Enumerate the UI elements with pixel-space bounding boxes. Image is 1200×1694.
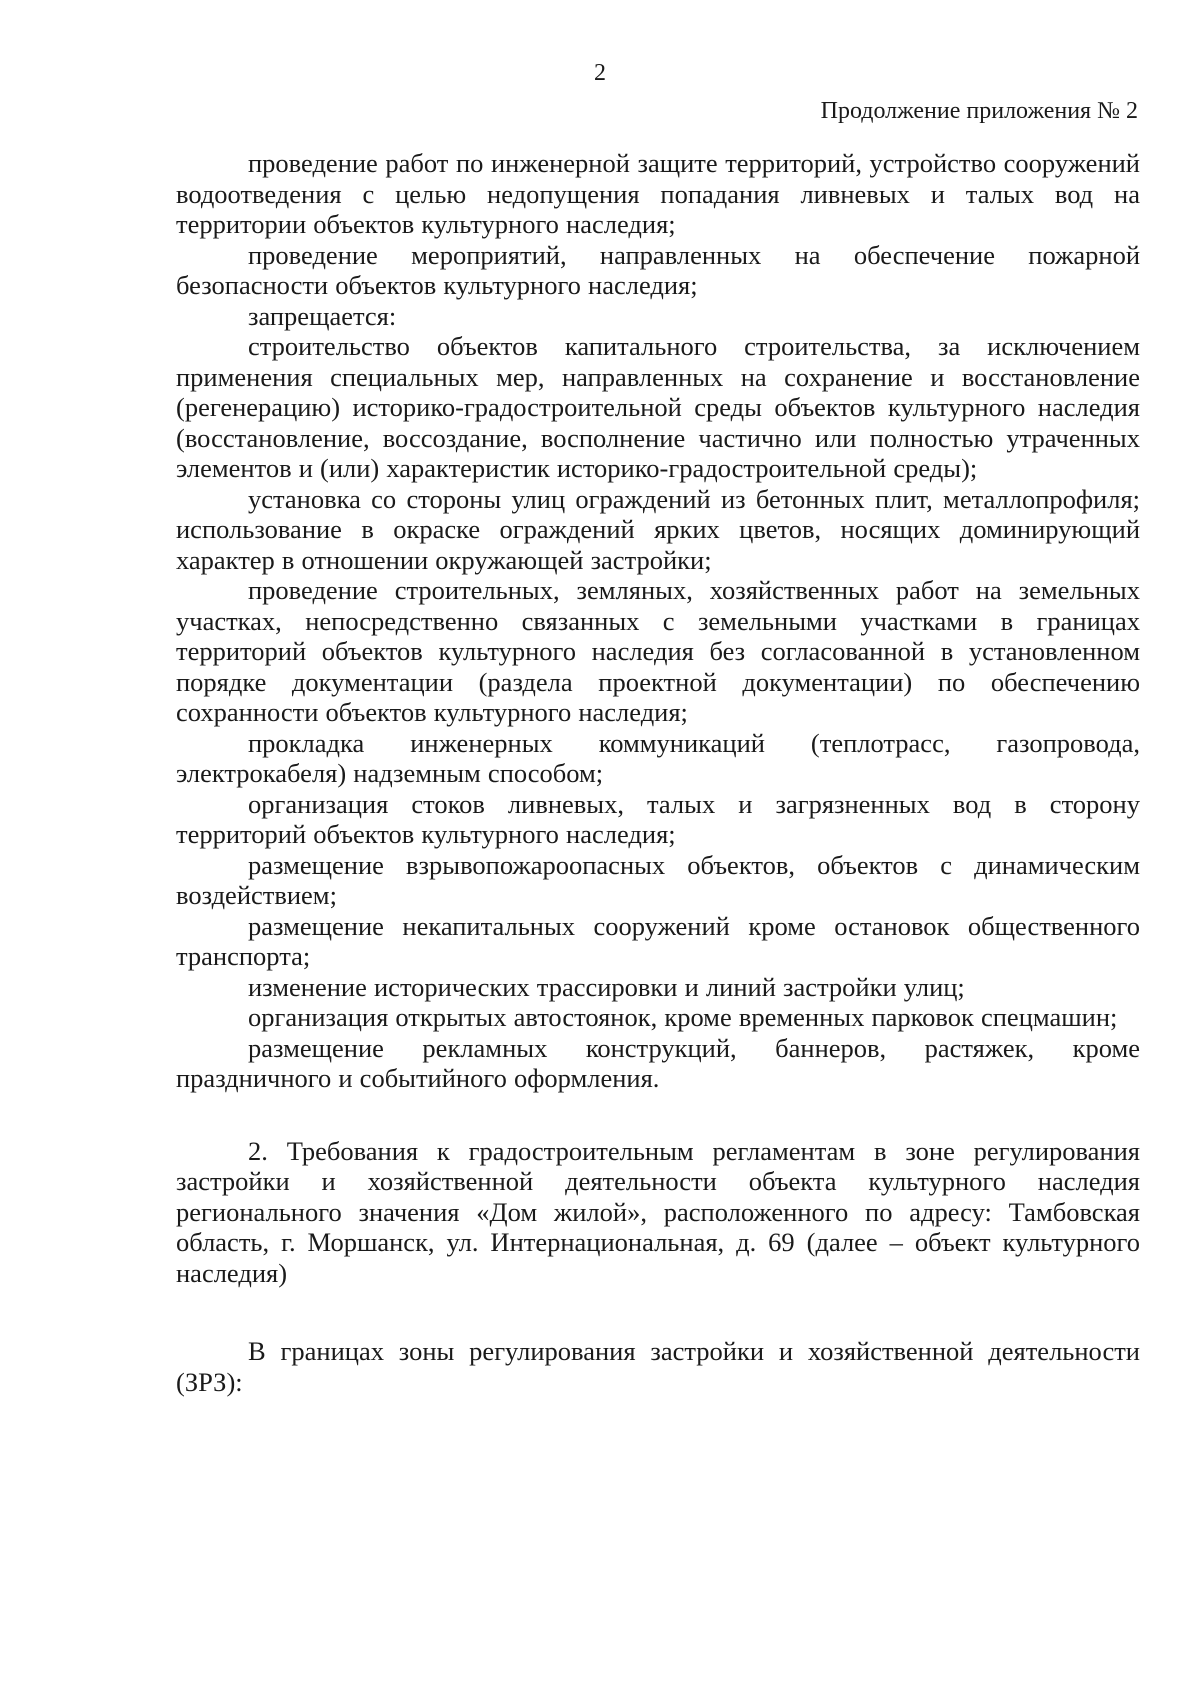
paragraph-engineering-protection: проведение работ по инженерной защите территорий, устройство сооружений водоотведения с целью недопущения попадания ливневых и талых вод на территории объектов культурного наследия; — [176, 148, 1140, 239]
paragraph-advertising-ban: размещение рекламных конструкций, баннеров, растяжек, кроме праздничного и событийного оформления. — [176, 1032, 1140, 1093]
paragraph-prohibited-heading: запрещается: — [248, 300, 397, 331]
section-spacer — [176, 1288, 1140, 1336]
page-number: 2 — [594, 60, 606, 86]
paragraph-fencing-ban: установка со стороны улиц ограждений из бетонных плит, металлопрофиля; использование в окраске ограждений ярких цветов, носящих доминирующий характер в отношении окружающей застройки; — [176, 483, 1140, 575]
document-body — [176, 148, 1140, 1397]
section-2-heading: 2. Требования к градостроительным регламентам в зоне регулирования застройки и хозяйственной деятельности объекта культурного наследия регионального значения «Дом жилой», расположенного по адресу: Тамбовская область, г. Моршанск, ул. Интернациональная, д. 69 (далее – объект культурного наследия) — [176, 1135, 1140, 1288]
paragraph-parking-ban: организация открытых автостоянок, кроме временных парковок спецмашин; — [248, 1002, 1118, 1032]
section-2-intro: В границах зоны регулирования застройки и хозяйственной деятельности (ЗРЗ): — [176, 1336, 1140, 1397]
paragraph-street-lines-ban: изменение исторических трассировки и линий застройки улиц; — [248, 971, 965, 1002]
paragraph-hazardous-objects-ban: размещение взрывопожароопасных объектов, объектов с динамическим воздействием; — [176, 849, 1140, 910]
paragraph-earthworks-ban: проведение строительных, земляных, хозяйственных работ на земельных участках, непосредственно связанных с земельными участками в границах территорий объектов культурного наследия без согласованной в установленном порядке документации (раздела проектной документации) по обеспечению сохранности объектов культурного наследия; — [176, 575, 1140, 727]
paragraph-drainage-ban: организация стоков ливневых, талых и загрязненных вод в сторону территорий объектов культурного наследия; — [176, 788, 1140, 849]
paragraph-fire-safety: проведение мероприятий, направленных на обеспечение пожарной безопасности объектов культурного наследия; — [176, 239, 1140, 300]
appendix-continuation-label: Продолжение приложения № 2 — [820, 98, 1138, 124]
paragraph-temporary-structures-ban: размещение некапитальных сооружений кроме остановок общественного транспорта; — [176, 910, 1140, 971]
paragraph-construction-ban: строительство объектов капитального строительства, за исключением применения специальных мер, направленных на сохранение и восстановление (регенерацию) историко-градостроительной среды объектов культурного наследия (восстановление, воссоздание, восполнение частично или полностью утраченных элементов и (или) характеристик историко-градостроительной среды); — [176, 331, 1140, 483]
section-spacer — [176, 1094, 1140, 1136]
paragraph-utilities-ban: прокладка инженерных коммуникаций (теплотрасс, газопровода, электрокабеля) надземным способом; — [176, 727, 1140, 788]
